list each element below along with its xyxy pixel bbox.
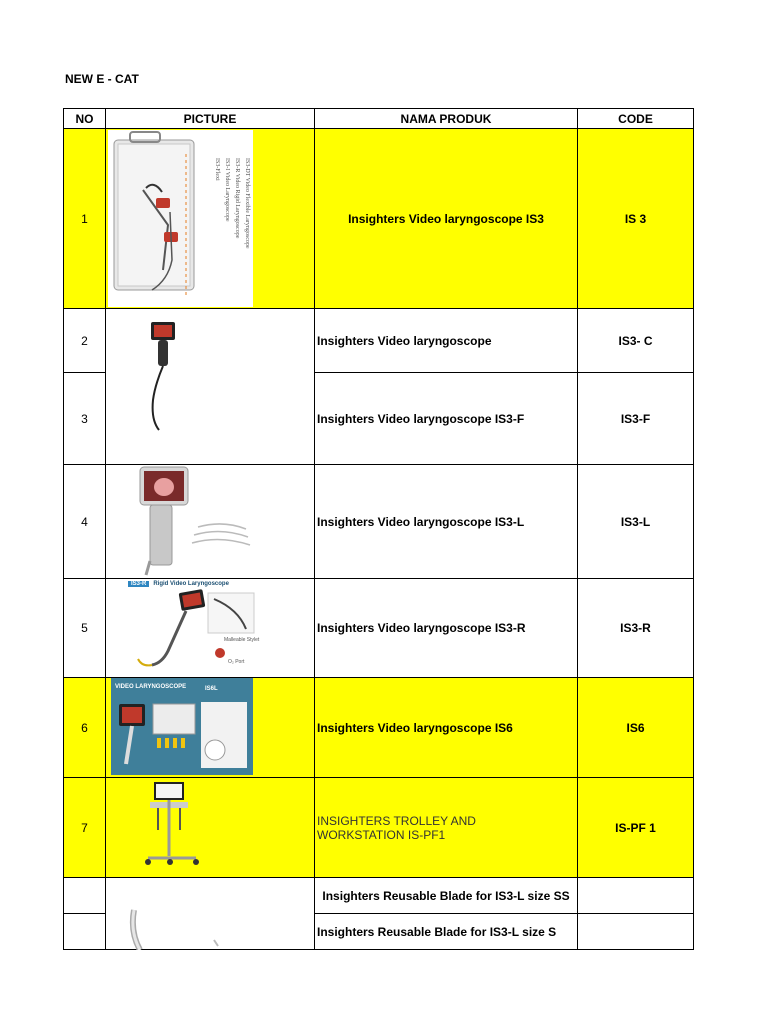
document-title: NEW E - CAT bbox=[65, 72, 139, 86]
row-2-no: 2 bbox=[63, 308, 105, 372]
row-2-name: Insighters Video laryngoscope bbox=[314, 308, 577, 372]
laryngoscope-case-product-image bbox=[108, 130, 253, 307]
stylet-label: Malleable Stylet bbox=[224, 637, 260, 643]
banner-label: IS3-R bbox=[128, 581, 149, 587]
row-7-picture-cell bbox=[105, 777, 314, 877]
row-4-code: IS3-L bbox=[577, 464, 694, 578]
row-5-name: Insighters Video laryngoscope IS3-R bbox=[314, 578, 577, 677]
image-caption-2: IS3-I Video Laryngoscope bbox=[224, 158, 230, 222]
header-picture: PICTURE bbox=[105, 108, 314, 128]
row-7-name-cell bbox=[314, 777, 577, 877]
row-8-code bbox=[577, 877, 694, 913]
image-title: Rigid Video Laryngoscope bbox=[153, 581, 229, 587]
image-caption-3: IS3-R Video Rigid Laryngoscope bbox=[234, 158, 240, 239]
row-3-code: IS3-F bbox=[577, 372, 694, 464]
brochure-title: VIDEO LARYNGOSCOPE bbox=[115, 684, 187, 690]
image-caption-1: IS3-Flexi bbox=[214, 158, 220, 181]
row-9-name: Insighters Reusable Blade for IS3-L size S bbox=[314, 913, 577, 950]
row-7-no: 7 bbox=[63, 777, 105, 877]
row-4-no: 4 bbox=[63, 464, 105, 578]
header-nama-produk: NAMA PRODUK bbox=[314, 108, 577, 128]
row-8-no bbox=[63, 877, 105, 913]
video-laryngoscope-l-image bbox=[128, 465, 258, 577]
rigid-laryngoscope-image bbox=[128, 579, 270, 676]
header-code: CODE bbox=[577, 108, 694, 128]
row-6-name: Insighters Video laryngoscope IS6 bbox=[314, 677, 577, 777]
row-5-code: IS3-R bbox=[577, 578, 694, 677]
row-1-no: 1 bbox=[63, 128, 105, 308]
row-9-no bbox=[63, 913, 105, 950]
brochure-model: IS6L bbox=[205, 686, 218, 692]
flexible-laryngoscope-image bbox=[135, 320, 195, 435]
row-6-no: 6 bbox=[63, 677, 105, 777]
is6-brochure-image bbox=[111, 678, 253, 775]
trolley-workstation-image bbox=[140, 780, 208, 870]
row-7-code: IS-PF 1 bbox=[577, 777, 694, 877]
reusable-blade-image bbox=[120, 900, 230, 950]
row-4-name: Insighters Video laryngoscope IS3-L bbox=[314, 464, 577, 578]
row-1-name: Insighters Video laryngoscope IS3 bbox=[314, 128, 577, 308]
row-3-name: Insighters Video laryngoscope IS3-F bbox=[314, 372, 577, 464]
header-no: NO bbox=[63, 108, 105, 128]
row-8-name: Insighters Reusable Blade for IS3-L size SS bbox=[314, 877, 577, 913]
image-caption-4: IS3-DT Video Flexible Laryngoscope bbox=[244, 158, 250, 249]
row-3-no: 3 bbox=[63, 372, 105, 464]
row-6-code: IS6 bbox=[577, 677, 694, 777]
row-1-code: IS 3 bbox=[577, 128, 694, 308]
row-5-no: 5 bbox=[63, 578, 105, 677]
row-9-code bbox=[577, 913, 694, 950]
row-7-name: INSIGHTERS TROLLEY AND WORKSTATION IS-PF1 bbox=[317, 813, 476, 842]
row-2-code: IS3- C bbox=[577, 308, 694, 372]
o2-port-label: O₂ Port bbox=[228, 659, 245, 665]
